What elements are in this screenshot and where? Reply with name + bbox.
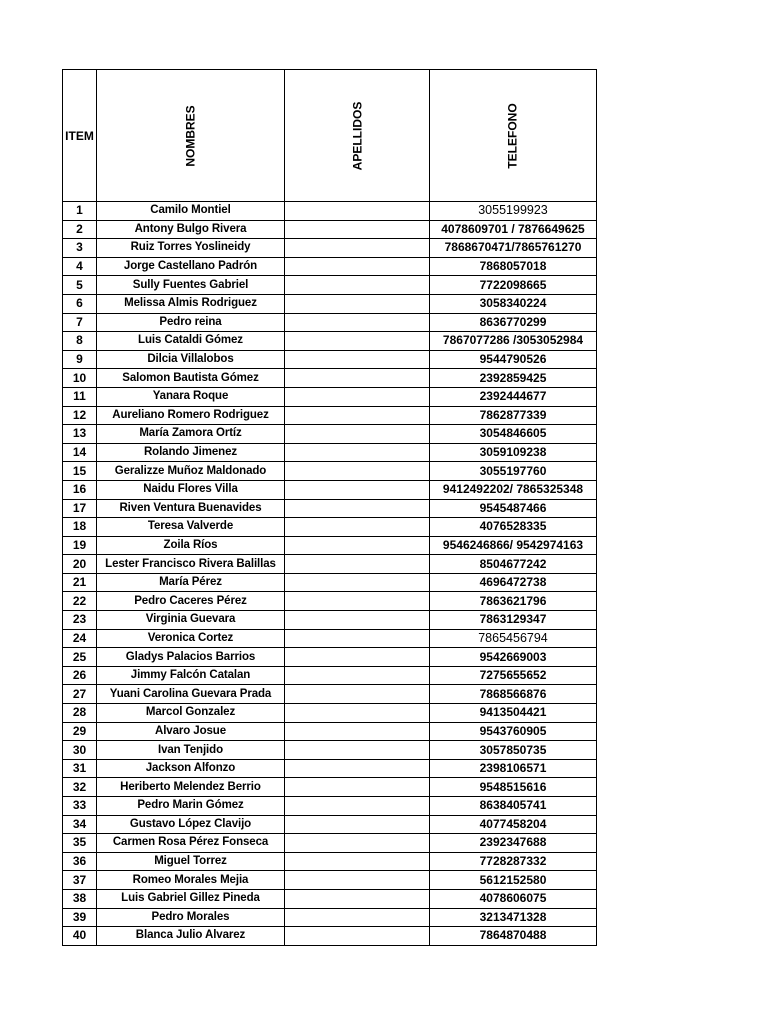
- cell-nombre: Jackson Alfonzo: [97, 759, 285, 778]
- table-row: [63, 889, 597, 908]
- cell-telefono: 7865456794: [430, 629, 597, 648]
- cell-apellidos: [285, 852, 430, 871]
- cell-nombre: Lester Francisco Rivera Balillas: [97, 555, 285, 574]
- table-row: [63, 852, 597, 871]
- cell-apellidos: [285, 889, 430, 908]
- cell-apellidos: [285, 555, 430, 574]
- cell-item: 6: [63, 294, 97, 313]
- header-nombres-label: NOMBRES: [183, 104, 198, 167]
- table-row: [63, 741, 597, 760]
- cell-apellidos: [285, 592, 430, 611]
- cell-apellidos: [285, 741, 430, 760]
- table-row: [63, 387, 597, 406]
- cell-telefono: 4076528335: [430, 518, 597, 537]
- cell-apellidos: [285, 629, 430, 648]
- cell-telefono: 8636770299: [430, 313, 597, 332]
- cell-nombre: Yuani Carolina Guevara Prada: [97, 685, 285, 704]
- cell-item: 16: [63, 480, 97, 499]
- cell-nombre: Pedro Morales: [97, 908, 285, 927]
- cell-nombre: Salomon Bautista Gómez: [97, 369, 285, 388]
- cell-telefono: 7863621796: [430, 592, 597, 611]
- cell-nombre: Pedro Caceres Pérez: [97, 592, 285, 611]
- cell-apellidos: [285, 443, 430, 462]
- cell-apellidos: [285, 406, 430, 425]
- cell-telefono: 7868566876: [430, 685, 597, 704]
- table-row: [63, 462, 597, 481]
- cell-apellidos: [285, 332, 430, 351]
- cell-nombre: Luis Cataldi Gómez: [97, 332, 285, 351]
- cell-apellidos: [285, 294, 430, 313]
- cell-nombre: María Pérez: [97, 573, 285, 592]
- cell-apellidos: [285, 685, 430, 704]
- cell-telefono: 3057850735: [430, 741, 597, 760]
- cell-item: 34: [63, 815, 97, 834]
- cell-item: 32: [63, 778, 97, 797]
- cell-item: 23: [63, 611, 97, 630]
- table-row: [63, 518, 597, 537]
- cell-item: 24: [63, 629, 97, 648]
- cell-nombre: Carmen Rosa Pérez Fonseca: [97, 834, 285, 853]
- cell-item: 9: [63, 350, 97, 369]
- cell-item: 31: [63, 759, 97, 778]
- table-row: [63, 573, 597, 592]
- cell-telefono: 4696472738: [430, 573, 597, 592]
- cell-item: 36: [63, 852, 97, 871]
- table-row: [63, 759, 597, 778]
- cell-item: 8: [63, 332, 97, 351]
- table-row: [63, 666, 597, 685]
- cell-apellidos: [285, 387, 430, 406]
- cell-apellidos: [285, 573, 430, 592]
- cell-nombre: Miguel Torrez: [97, 852, 285, 871]
- cell-item: 5: [63, 276, 97, 295]
- cell-nombre: Melissa Almis Rodriguez: [97, 294, 285, 313]
- cell-item: 14: [63, 443, 97, 462]
- header-item-label: ITEM: [65, 128, 94, 143]
- table-row: [63, 908, 597, 927]
- cell-nombre: Ivan Tenjido: [97, 741, 285, 760]
- cell-telefono: 9546246866/ 9542974163: [430, 536, 597, 555]
- cell-telefono: 2392859425: [430, 369, 597, 388]
- cell-telefono: 9544790526: [430, 350, 597, 369]
- cell-item: 11: [63, 387, 97, 406]
- cell-nombre: Antony Bulgo Rivera: [97, 220, 285, 239]
- table-row: [63, 704, 597, 723]
- cell-telefono: 8638405741: [430, 797, 597, 816]
- table-header: [63, 70, 597, 202]
- table-row: [63, 257, 597, 276]
- cell-telefono: 9548515616: [430, 778, 597, 797]
- cell-nombre: Aureliano Romero Rodriguez: [97, 406, 285, 425]
- cell-item: 1: [63, 202, 97, 221]
- cell-telefono: 3058340224: [430, 294, 597, 313]
- cell-nombre: Riven Ventura Buenavides: [97, 499, 285, 518]
- table-row: [63, 480, 597, 499]
- table-row: [63, 536, 597, 555]
- cell-item: 40: [63, 927, 97, 946]
- cell-apellidos: [285, 611, 430, 630]
- table-row: [63, 425, 597, 444]
- cell-apellidos: [285, 518, 430, 537]
- table-row: [63, 555, 597, 574]
- cell-nombre: Sully Fuentes Gabriel: [97, 276, 285, 295]
- table-row: [63, 629, 597, 648]
- cell-apellidos: [285, 648, 430, 667]
- cell-item: 15: [63, 462, 97, 481]
- cell-telefono: 4078606075: [430, 889, 597, 908]
- table-row: [63, 778, 597, 797]
- table-row: [63, 294, 597, 313]
- table-row: [63, 406, 597, 425]
- cell-telefono: 7863129347: [430, 611, 597, 630]
- cell-telefono: 3213471328: [430, 908, 597, 927]
- cell-nombre: Gladys Palacios Barrios: [97, 648, 285, 667]
- cell-nombre: María Zamora Ortíz: [97, 425, 285, 444]
- cell-telefono: 2398106571: [430, 759, 597, 778]
- cell-apellidos: [285, 257, 430, 276]
- cell-nombre: Naidu Flores Villa: [97, 480, 285, 499]
- cell-apellidos: [285, 871, 430, 890]
- cell-item: 10: [63, 369, 97, 388]
- cell-telefono: 2392444677: [430, 387, 597, 406]
- cell-nombre: Pedro reina: [97, 313, 285, 332]
- cell-item: 25: [63, 648, 97, 667]
- header-telefono-label: TELEFONO: [506, 102, 520, 169]
- cell-telefono: 7862877339: [430, 406, 597, 425]
- cell-telefono: 7864870488: [430, 927, 597, 946]
- table-row: [63, 815, 597, 834]
- cell-nombre: Alvaro Josue: [97, 722, 285, 741]
- cell-nombre: Veronica Cortez: [97, 629, 285, 648]
- cell-telefono: 7867077286 /3053052984: [430, 332, 597, 351]
- header-apellidos: [285, 70, 430, 202]
- cell-item: 35: [63, 834, 97, 853]
- cell-telefono: 8504677242: [430, 555, 597, 574]
- cell-apellidos: [285, 220, 430, 239]
- cell-nombre: Blanca Julio Alvarez: [97, 927, 285, 946]
- cell-nombre: Virginia Guevara: [97, 611, 285, 630]
- cell-apellidos: [285, 276, 430, 295]
- cell-item: 20: [63, 555, 97, 574]
- cell-item: 3: [63, 239, 97, 258]
- cell-nombre: Gustavo López Clavijo: [97, 815, 285, 834]
- cell-item: 33: [63, 797, 97, 816]
- cell-nombre: Luis Gabriel Gillez Pineda: [97, 889, 285, 908]
- cell-apellidos: [285, 239, 430, 258]
- cell-telefono: 5612152580: [430, 871, 597, 890]
- cell-telefono: 2392347688: [430, 834, 597, 853]
- cell-item: 28: [63, 704, 97, 723]
- table-row: [63, 611, 597, 630]
- cell-telefono: 4077458204: [430, 815, 597, 834]
- header-row: [63, 70, 597, 202]
- cell-apellidos: [285, 536, 430, 555]
- table-row: [63, 239, 597, 258]
- cell-item: 2: [63, 220, 97, 239]
- cell-apellidos: [285, 499, 430, 518]
- cell-apellidos: [285, 202, 430, 221]
- cell-nombre: Jorge Castellano Padrón: [97, 257, 285, 276]
- table-row: [63, 927, 597, 946]
- cell-item: 21: [63, 573, 97, 592]
- cell-telefono: 7728287332: [430, 852, 597, 871]
- cell-item: 29: [63, 722, 97, 741]
- table-row: [63, 332, 597, 351]
- table-row: [63, 350, 597, 369]
- cell-item: 12: [63, 406, 97, 425]
- header-nombres: [97, 70, 285, 202]
- table-row: [63, 648, 597, 667]
- table-row: [63, 834, 597, 853]
- cell-apellidos: [285, 778, 430, 797]
- table-row: [63, 797, 597, 816]
- cell-telefono: 9542669003: [430, 648, 597, 667]
- table-body: [63, 202, 597, 946]
- cell-nombre: Yanara Roque: [97, 387, 285, 406]
- cell-apellidos: [285, 462, 430, 481]
- cell-nombre: Pedro Marin Gómez: [97, 797, 285, 816]
- cell-apellidos: [285, 480, 430, 499]
- cell-item: 19: [63, 536, 97, 555]
- cell-telefono: 3059109238: [430, 443, 597, 462]
- cell-telefono: 7868057018: [430, 257, 597, 276]
- cell-telefono: 3055197760: [430, 462, 597, 481]
- cell-item: 38: [63, 889, 97, 908]
- cell-telefono: 9413504421: [430, 704, 597, 723]
- cell-apellidos: [285, 722, 430, 741]
- cell-telefono: 3054846605: [430, 425, 597, 444]
- header-apellidos-label: APELLIDOS: [349, 101, 364, 170]
- cell-item: 13: [63, 425, 97, 444]
- cell-item: 39: [63, 908, 97, 927]
- table-row: [63, 592, 597, 611]
- table-row: [63, 313, 597, 332]
- cell-item: 17: [63, 499, 97, 518]
- cell-apellidos: [285, 666, 430, 685]
- cell-apellidos: [285, 759, 430, 778]
- cell-telefono: 3055199923: [430, 202, 597, 221]
- cell-apellidos: [285, 350, 430, 369]
- table-row: [63, 202, 597, 221]
- cell-item: 27: [63, 685, 97, 704]
- cell-telefono: 7275655652: [430, 666, 597, 685]
- cell-apellidos: [285, 927, 430, 946]
- table-row: [63, 871, 597, 890]
- cell-telefono: 7722098665: [430, 276, 597, 295]
- cell-apellidos: [285, 797, 430, 816]
- cell-apellidos: [285, 908, 430, 927]
- cell-nombre: Romeo Morales Mejia: [97, 871, 285, 890]
- cell-telefono: 7868670471/7865761270: [430, 239, 597, 258]
- cell-telefono: 9412492202/ 7865325348: [430, 480, 597, 499]
- cell-apellidos: [285, 704, 430, 723]
- cell-apellidos: [285, 425, 430, 444]
- cell-apellidos: [285, 834, 430, 853]
- cell-item: 30: [63, 741, 97, 760]
- cell-nombre: Rolando Jimenez: [97, 443, 285, 462]
- cell-nombre: Geralizze Muñoz Maldonado: [97, 462, 285, 481]
- cell-item: 4: [63, 257, 97, 276]
- cell-nombre: Heriberto Melendez Berrio: [97, 778, 285, 797]
- table-row: [63, 499, 597, 518]
- table-row: [63, 220, 597, 239]
- cell-nombre: Dilcia Villalobos: [97, 350, 285, 369]
- cell-item: 7: [63, 313, 97, 332]
- cell-telefono: 9545487466: [430, 499, 597, 518]
- table-row: [63, 722, 597, 741]
- table-row: [63, 685, 597, 704]
- cell-nombre: Ruiz Torres Yoslineidy: [97, 239, 285, 258]
- contacts-table: [62, 69, 597, 946]
- cell-item: 22: [63, 592, 97, 611]
- cell-nombre: Marcol Gonzalez: [97, 704, 285, 723]
- cell-nombre: Jimmy Falcón Catalan: [97, 666, 285, 685]
- cell-nombre: Teresa Valverde: [97, 518, 285, 537]
- table-row: [63, 443, 597, 462]
- cell-apellidos: [285, 815, 430, 834]
- cell-apellidos: [285, 313, 430, 332]
- header-item: [63, 70, 97, 202]
- cell-item: 37: [63, 871, 97, 890]
- cell-apellidos: [285, 369, 430, 388]
- table-row: [63, 276, 597, 295]
- cell-item: 18: [63, 518, 97, 537]
- cell-telefono: 9543760905: [430, 722, 597, 741]
- table-row: [63, 369, 597, 388]
- cell-nombre: Zoila Ríos: [97, 536, 285, 555]
- header-telefono: [430, 70, 597, 202]
- cell-nombre: Camilo Montiel: [97, 202, 285, 221]
- cell-item: 26: [63, 666, 97, 685]
- cell-telefono: 4078609701 / 7876649625: [430, 220, 597, 239]
